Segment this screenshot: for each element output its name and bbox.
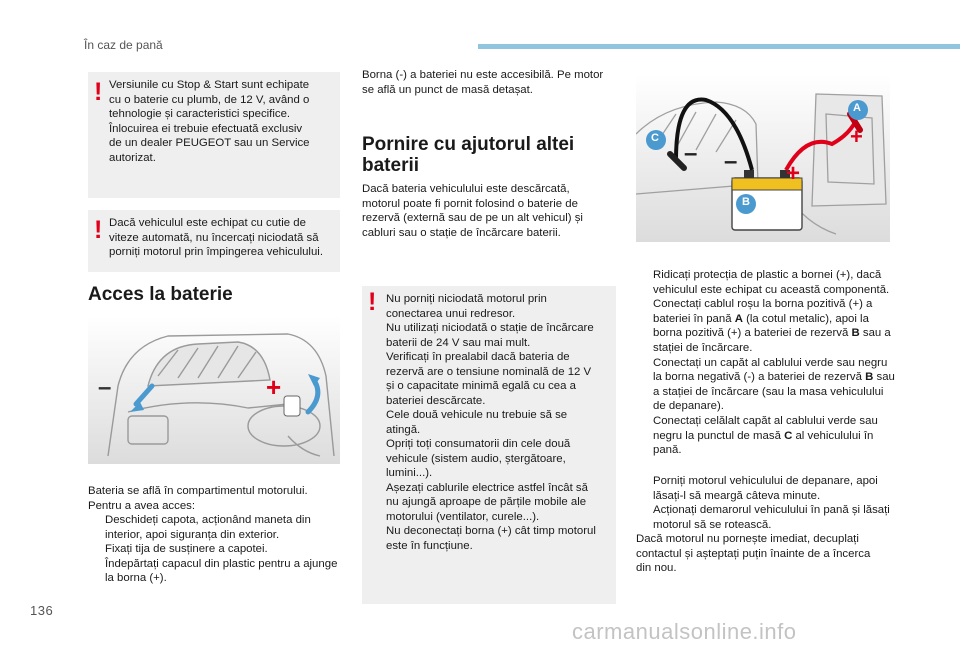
heading-line: baterii (362, 155, 420, 176)
warning-icon: ! (368, 288, 377, 316)
watermark: carmanualsonline.info (572, 619, 797, 644)
list-item-text: (la cotul metalic), apoi la borna pozitivă (+) a bateriei de rezervă (653, 312, 869, 340)
list-item-text: Acționați demarorul vehiculului în pană și lăsați motorul să se rotească. (653, 504, 890, 531)
warning-text: Nu porniți niciodată motorul prin conectarea unui redresor. Nu utilizați niciodată o stație de încărcare baterii de 24 V sau mai mult. Verificați în prealabil dacă bateria de rezervă are o tensiune nominală de 12 V și o capacitate minimă egală cu cea a bateriei descărcate. Cele două vehicule nu trebuie să se atingă. Opriți toți consumatorii din cele două vehicule (sistem audio, ștergătoare, lumini...). Așezați cablurile electrice astfel încât să nu ajungă aproape de părțile mobile ale motorului (ventilator, curele...). Nu deconectați borna (+) cât timp motorul este în funcțiune. (386, 293, 596, 552)
retry-note: Dacă motorul nu pornește imediat, decuplați contactul și așteptați puțin înainte de a încerca din nou. (636, 533, 871, 575)
heading-jump-start (362, 134, 574, 176)
warning-icon: ! (94, 216, 103, 244)
list-item-text: Fixați tija de susținere a capotei. (105, 543, 268, 556)
callout-c: C (651, 132, 659, 144)
list-item (636, 297, 896, 355)
list-item-text: Îndepărtați capacul din plastic pentru a ajunge la borna (+). (105, 557, 338, 585)
jump-start-illustration (636, 74, 890, 242)
section-title: În caz de pană (84, 38, 163, 52)
callout-b: B (742, 196, 750, 208)
list-item-text: Conectați cablul roșu la borna pozitivă (+) a bateriei în pană (653, 298, 873, 325)
warning-box-stop-start (88, 72, 340, 198)
battery-location-text: Bateria se află în compartimentul motorului. Pentru a avea acces: (88, 485, 308, 512)
list-item-text: sau a stației de încărcare (sau la masa vehiculului de depanare). (653, 371, 895, 413)
jump-start-steps (636, 268, 896, 458)
minus-sign: – (724, 148, 738, 175)
list-item-text: Deschideți capota, acționând maneta din interior, apoi siguranța din exterior. (105, 514, 311, 541)
warning-text: Versiunile cu Stop & Start sunt echipate cu o baterie cu plumb, de 12 V, având o tehnologie și caracteristici specifice. Înlocuirea ei trebuie efectuată exclusiv de un dealer PEUGEOT sau un Service autorizat. (109, 79, 310, 164)
callout-a: A (853, 102, 861, 114)
engine-drawing (88, 316, 340, 464)
list-item (88, 557, 338, 586)
engine-bay-illustration (88, 316, 340, 464)
label-b: B (865, 371, 874, 384)
list-item-text: sau a stației de încărcare. (653, 327, 891, 354)
heading-line: Pornire cu ajutorul altei (362, 134, 575, 155)
list-item-text: Porniți motorul vehiculului de depanare, apoi lăsați-l să meargă câteva minute. (653, 475, 878, 502)
plus-sign: + (786, 160, 801, 187)
plus-sign: + (266, 372, 282, 402)
warning-box-automatic (88, 210, 340, 272)
jump-cables-drawing (636, 74, 890, 242)
minus-sign: – (98, 374, 112, 401)
start-engine-steps (636, 474, 896, 532)
list-item-text: Conectați celălalt capăt al cablului verde sau negru la punctul de masă (653, 414, 878, 442)
page-number: 136 (30, 603, 54, 618)
list-item (636, 356, 896, 414)
list-item-text: Conectați un capăt al cablului verde sau negru la borna negativă (-) a bateriei de rezervă (653, 356, 888, 384)
label-c: C (784, 429, 793, 442)
list-item (636, 268, 896, 297)
list-item (636, 503, 896, 532)
list-item (88, 513, 338, 542)
jump-start-description: Dacă bateria vehiculului este descărcată, motorul poate fi pornit folosind o baterie de rezervă (externă sau de pe un alt vehicul) și cabluri sau o stație de încărcare baterii. (362, 183, 583, 239)
list-item (636, 474, 896, 503)
heading-battery-access: Acces la baterie (88, 284, 233, 305)
negative-terminal-note: Borna (-) a bateriei nu este accesibilă. Pe motor se află un punct de masă detașat. (362, 69, 604, 96)
warning-text: Dacă vehiculul este echipat cu cutie de viteze automată, nu încercați niciodată să porniți motorul prin împingerea vehiculului. (109, 217, 323, 258)
label-b: B (851, 327, 860, 340)
minus-sign: – (684, 140, 698, 167)
access-steps-list (88, 513, 338, 586)
warning-icon: ! (94, 78, 103, 106)
list-item (88, 542, 338, 557)
plus-sign: + (850, 124, 863, 149)
list-item-text: Ridicați protecția de plastic a bornei (+), dacă vehiculul este echipat cu această componentă. (653, 269, 890, 296)
list-item-text: al vehiculului în pană. (653, 429, 874, 457)
warning-box-jump-start (362, 286, 616, 604)
list-item (636, 414, 896, 458)
label-a: A (734, 312, 743, 325)
header-accent-bar (478, 44, 960, 49)
